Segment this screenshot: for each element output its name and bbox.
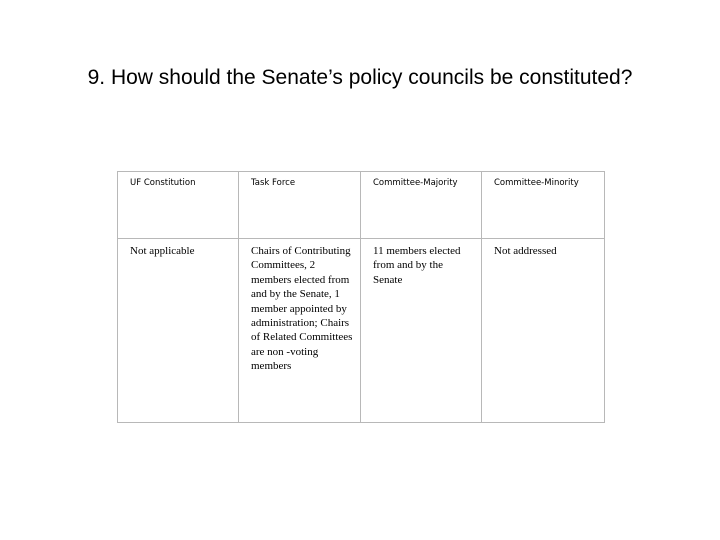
header-uf-constitution: UF Constitution	[118, 172, 239, 239]
comparison-table	[117, 171, 605, 423]
table-header-row	[118, 172, 605, 239]
header-committee-majority: Committee-Majority	[361, 172, 482, 239]
cell-committee-majority: 11 members elected from and by the Senate	[361, 239, 482, 423]
cell-task-force: Chairs of Contributing Committees, 2 members elected from and by the Senate, 1 member appointed by administration; Chairs of Related Committees are non -voting members	[239, 239, 361, 423]
table-row	[118, 239, 605, 423]
header-committee-minority: Committee-Minority	[482, 172, 605, 239]
header-task-force: Task Force	[239, 172, 361, 239]
slide-title: 9. How should the Senate’s policy councils be constituted?	[87, 66, 633, 89]
cell-committee-minority: Not addressed	[482, 239, 605, 423]
cell-uf-constitution: Not applicable	[118, 239, 239, 423]
